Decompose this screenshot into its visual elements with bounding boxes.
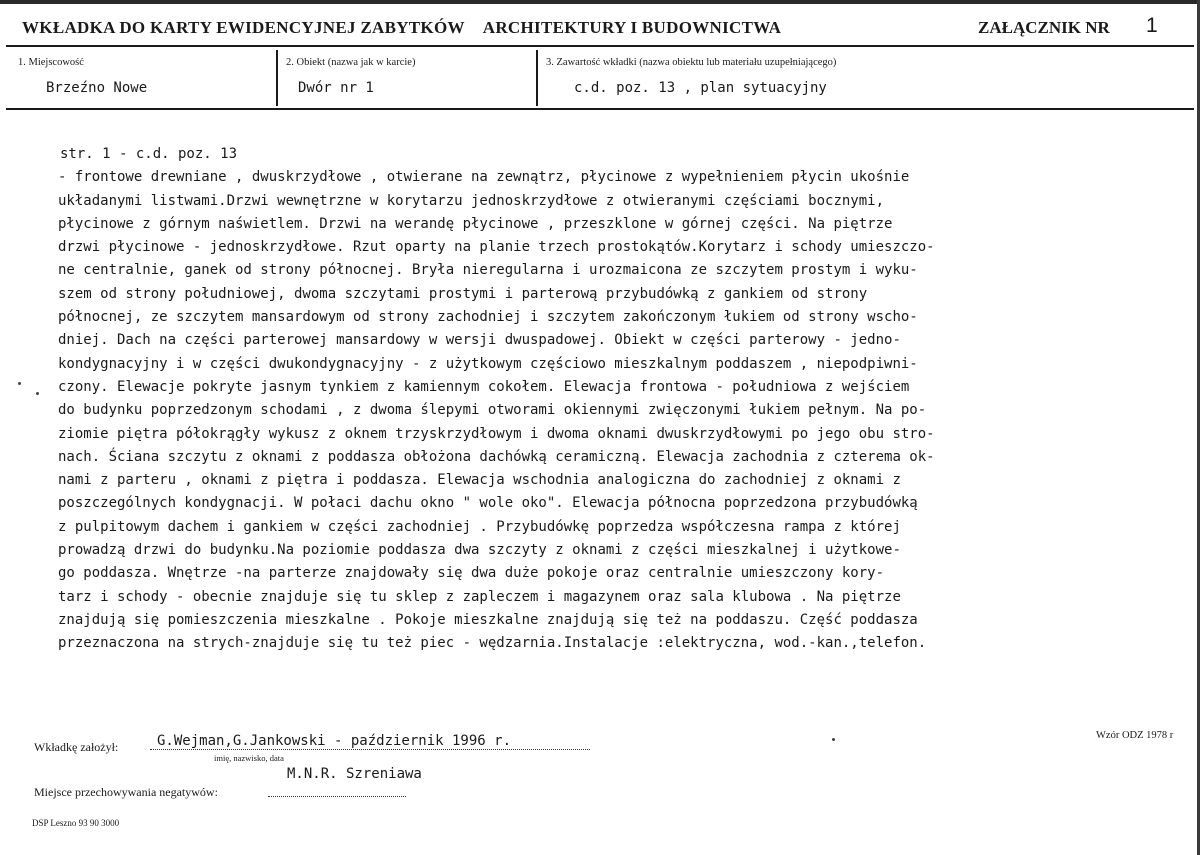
scan-speck — [36, 392, 39, 395]
description-line: nami z parteru , oknami z piętra i poddasza. Elewacja wschodnia analogiczna do zachodniej z oknami z — [58, 472, 901, 489]
scan-edge-top — [0, 0, 1200, 4]
description-line: - frontowe drewniane , dwuskrzydłowe , otwierane na zewnątrz, płycinowe z wypełnieniem płycin ukośnie — [58, 169, 910, 186]
description-text — [58, 143, 1168, 656]
contents-label: 3. Zawartość wkładki (nazwa obiektu lub materiału uzupełniającego) — [546, 57, 837, 68]
prepared-by-line — [150, 749, 590, 750]
description-line: nach. Ściana szczytu z oknami z poddasza obłożona dachówką ceramiczną. Elewacja zachodnia z czterema ok- — [58, 448, 935, 465]
description-line: dniej. Dach na części parterowej mansardowy w wersji dwuspadowej. Obiekt w części parterowy - jedno- — [58, 332, 901, 349]
description-line: układanymi listwami.Drzwi wewnętrzne w korytarzu jednoskrzydłowe z otwieranymi częściami bocznymi, — [58, 192, 885, 209]
prepared-by-label: Wkładkę założył: — [34, 740, 119, 754]
description-line: szem od strony południowej, dwoma szczytami prostymi i parterową przybudówką z gankiem od strony — [58, 285, 868, 302]
scan-speck — [18, 382, 21, 385]
locality-label: 1. Miejscowość — [18, 57, 84, 68]
archive-value: M.N.R. Szreniawa — [287, 766, 422, 782]
printer-mark: DSP Leszno 93 90 3000 — [32, 818, 120, 828]
annex-number: 1 — [1146, 14, 1158, 37]
description-line: ne centralnie, ganek od strony północnej. Bryła nieregularna i urozmaicona ze szczytem prostym i wyku- — [58, 262, 918, 279]
object-value: Dwór nr 1 — [298, 80, 374, 96]
object-label: 2. Obiekt (nazwa jak w karcie) — [286, 57, 416, 68]
negatives-label: Miejsce przechowywania negatywów: — [34, 785, 218, 799]
fields-divider — [6, 108, 1194, 110]
description-line: czony. Elewacje pokryte jasnym tynkiem z kamiennym cokołem. Elewacja frontowa - południowa z wejściem — [58, 378, 910, 395]
locality-value: Brzeźno Nowe — [46, 80, 148, 96]
description-line: do budynku poprzedzonym schodami , z dwoma ślepymi otworami okiennymi zwięczonymi łukiem pełnym. Na po- — [58, 402, 927, 419]
description-line: go poddasza. Wnętrze -na parterze znajdowały się dwa duże pokoje oraz centralnie umieszczony kory- — [58, 565, 885, 582]
description-line: znajdują się pomieszczenia mieszkalne . Pokoje mieszkalne znajdują się też na poddaszu. Część poddasza — [58, 611, 918, 628]
description-line: płycinowe z górnym naświetlem. Drzwi na werandę płycinowe , przeszklone w górnej części. Na piętrze — [58, 215, 893, 232]
description-line: przeznaczona na strych-znajduje się tu też piec - wędzarnia.Instalacje :elektryczna, wod.-kan.,telefon. — [58, 635, 927, 652]
form-title-part1: WKŁADKA DO KARTY EWIDENCYJNEJ ZABYTKÓW — [22, 18, 465, 37]
field-divider-1 — [276, 50, 278, 106]
form-title — [22, 18, 781, 38]
description-line: tarz i schody - obecnie znajduje się tu sklep z zapleczem i magazynem oraz sala klubowa . Na piętrze — [58, 588, 901, 605]
form-title-part2: ARCHITEKTURY I BUDOWNICTWA — [482, 18, 782, 37]
description-line: ziomie piętra półokrągły wykusz z oknem trzyskrzydłowym i dwoma oknami dwuskrzydłowymi po jego obu stro- — [58, 425, 935, 442]
contents-value: c.d. poz. 13 , plan sytuacyjny — [574, 80, 827, 96]
prepared-by-value: G.Wejman,G.Jankowski - październik 1996 r. — [157, 733, 512, 749]
field-divider-2 — [536, 50, 538, 106]
description-line: kondygnacyjny i w części dwukondygnacyjny - z użytkowym częściowo mieszkalnym poddaszem , niepodpiwni- — [58, 355, 918, 372]
description-line: str. 1 - c.d. poz. 13 — [60, 146, 238, 162]
prepared-by-hint: imię, nazwisko, data — [214, 753, 284, 763]
description-line: prowadzą drzwi do budynku.Na poziomie poddasza dwa szczyty z oknami z części mieszkalnej i użytkowe- — [58, 542, 901, 559]
negatives-line — [268, 796, 406, 797]
description-line: poszczególnych kondygnacji. W połaci dachu okno " wole oko". Elewacja północna poprzedzona przybudówką — [58, 495, 918, 512]
description-line: północnej, ze szczytem mansardowym od strony zachodniej i szczytem zakończonym łukiem od strony wscho- — [58, 309, 918, 326]
description-line: z pulpitowym dachem i gankiem w części zachodniej . Przybudówkę poprzedza współczesna rampa z której — [58, 518, 901, 535]
form-code: Wzór ODZ 1978 r — [1096, 730, 1174, 741]
annex-label: ZAŁĄCZNIK NR — [978, 18, 1110, 37]
header-divider — [6, 45, 1194, 47]
scan-speck — [832, 738, 835, 741]
description-line: drzwi płycinowe - jednoskrzydłowe. Rzut oparty na planie trzech prostokątów.Korytarz i schody umieszczo- — [58, 239, 935, 256]
